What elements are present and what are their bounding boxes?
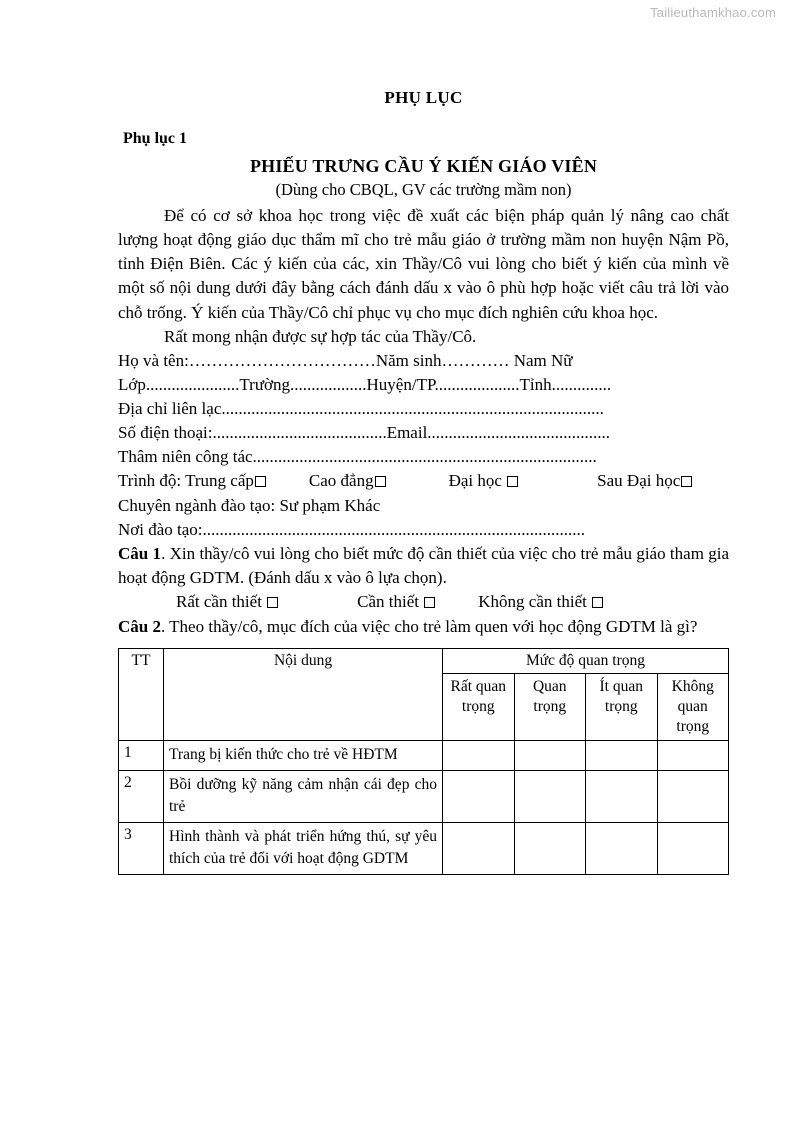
option-can-thiet-label: Cần thiết — [357, 592, 420, 611]
checkbox-rat-can-thiet[interactable] — [267, 597, 278, 608]
question-1 — [118, 542, 729, 590]
cooperation-line: Rất mong nhận được sự hợp tác của Thầy/Cô. — [164, 326, 477, 346]
intro-paragraph: Để có cơ sở khoa học trong việc đề xuất các biện pháp quản lý nâng cao chất lượng hoạt động giáo dục thẩm mĩ cho trẻ mẫu giáo ở trường mầm non huyện Nậm Pồ, tỉnh Điện Biên. Các ý kiến của các, xin Thầy/Cô vui lòng cho biết ý kiến của mình về một số nội dung dưới đây bằng cách đánh dấu x vào ô phù hợp hoặc viết câu trả lời vào chỗ trống. Ý kiến của Thầy/Cô chỉ phục vụ cho mục đích nghiên cứu khoa học. — [118, 206, 729, 322]
cell-tt: 1 — [119, 741, 164, 770]
cell-quan-trong[interactable] — [514, 822, 586, 874]
checkbox-can-thiet[interactable] — [424, 597, 435, 608]
education-prefix-label: Trình độ: Trung cấp — [118, 471, 254, 491]
table-row — [119, 741, 729, 770]
document-content — [118, 88, 729, 875]
page-title: PHỤ LỤC — [384, 88, 463, 107]
header-quan-trong: Quan trọng — [514, 673, 586, 740]
table-head — [119, 648, 729, 740]
form-subtitle: (Dùng cho CBQL, GV các trường mầm non) — [275, 180, 572, 199]
cell-tt: 2 — [119, 770, 164, 822]
cell-it-quan-trong[interactable] — [586, 741, 658, 770]
field-class-line[interactable]: Lớp......................Trường..................Huyện/TP....................Tỉnh.............. — [118, 374, 612, 394]
checkbox-khong-can-thiet[interactable] — [592, 597, 603, 608]
cell-khong-quan-trong[interactable] — [657, 822, 729, 874]
cell-rat-quan-trong[interactable] — [443, 822, 515, 874]
field-address-line[interactable]: Địa chỉ liên lạc.......................................................................................... — [118, 399, 604, 418]
cell-quan-trong[interactable] — [514, 770, 586, 822]
question-2 — [118, 615, 729, 639]
education-option-sau-dai-hoc-label: Sau Đại học — [597, 471, 681, 491]
appendix-label: Phụ lục 1 — [123, 130, 188, 147]
cell-quan-trong[interactable] — [514, 741, 586, 770]
table-row — [119, 770, 729, 822]
header-group-importance: Mức độ quan trọng — [443, 648, 729, 673]
field-major-line[interactable]: Chuyên ngành đào tạo: Sư phạm Khác — [118, 495, 381, 515]
question-1-options — [118, 590, 729, 615]
cell-rat-quan-trong[interactable] — [443, 770, 515, 822]
cell-noi-dung: Hình thành và phát triển hứng thú, sự yêu thích của trẻ đổi với hoạt động GDTM — [164, 822, 443, 874]
cell-rat-quan-trong[interactable] — [443, 741, 515, 770]
header-khong-quan-trong: Không quan trọng — [657, 673, 729, 740]
option-rat-can-thiet-label: Rất cần thiết — [176, 592, 262, 611]
field-seniority-line[interactable]: Thâm niên công tác................................................................................. — [118, 447, 597, 467]
field-name-line[interactable]: Họ và tên:……………………………Năm sinh………… Nam Nữ — [118, 350, 573, 370]
question-2-text: . Theo thầy/cô, mục đích của việc cho trẻ làm quen với học động GDTM là gì? — [160, 616, 698, 636]
field-phone-line[interactable]: Số điện thoại:.........................................Email........................................... — [118, 423, 611, 443]
cell-it-quan-trong[interactable] — [586, 770, 658, 822]
watermark-text: Tailieuthamkhao.com — [650, 5, 776, 20]
importance-rating-table — [118, 648, 729, 875]
cell-khong-quan-trong[interactable] — [657, 770, 729, 822]
header-rat-quan-trong: Rất quan trọng — [443, 673, 515, 740]
cell-it-quan-trong[interactable] — [586, 822, 658, 874]
question-2-label: Câu 2 — [118, 616, 161, 636]
cell-tt: 3 — [119, 822, 164, 874]
checkbox-sau-dai-hoc[interactable] — [681, 476, 692, 487]
header-noi-dung: Nội dung — [164, 648, 443, 740]
question-1-text: . Xin thầy/cô vui lòng cho biết mức độ cần thiết của việc cho trẻ mẫu giáo tham gia hoạt động GDTM. (Đánh dấu x vào ô lựa chọn). — [118, 543, 729, 587]
table-row — [119, 822, 729, 874]
form-title: PHIẾU TRƯNG CẦU Ý KIẾN GIÁO VIÊN — [249, 156, 598, 176]
checkbox-dai-hoc[interactable] — [507, 476, 518, 487]
header-it-quan-trong: Ít quan trọng — [586, 673, 658, 740]
cell-noi-dung: Bồi dưỡng kỹ năng cảm nhận cái đẹp cho trẻ — [164, 770, 443, 822]
cell-noi-dung: Trang bị kiến thức cho trẻ về HĐTM — [164, 741, 443, 770]
education-option-dai-hoc-label: Đại học — [448, 471, 502, 491]
question-1-label: Câu 1 — [118, 543, 162, 563]
checkbox-trung-cap[interactable] — [255, 476, 266, 487]
option-khong-can-thiet-label: Không cần thiết — [478, 592, 587, 611]
table-header-row-1 — [119, 648, 729, 673]
education-option-cao-dang-label: Cao đẳng — [308, 471, 374, 491]
checkbox-cao-dang[interactable] — [375, 476, 386, 487]
cell-khong-quan-trong[interactable] — [657, 741, 729, 770]
table-body — [119, 741, 729, 874]
field-training-place-line[interactable]: Nơi đào tạo:.......................................................................................... — [118, 519, 586, 539]
header-tt: TT — [119, 648, 164, 740]
field-education-level-row — [118, 469, 729, 493]
